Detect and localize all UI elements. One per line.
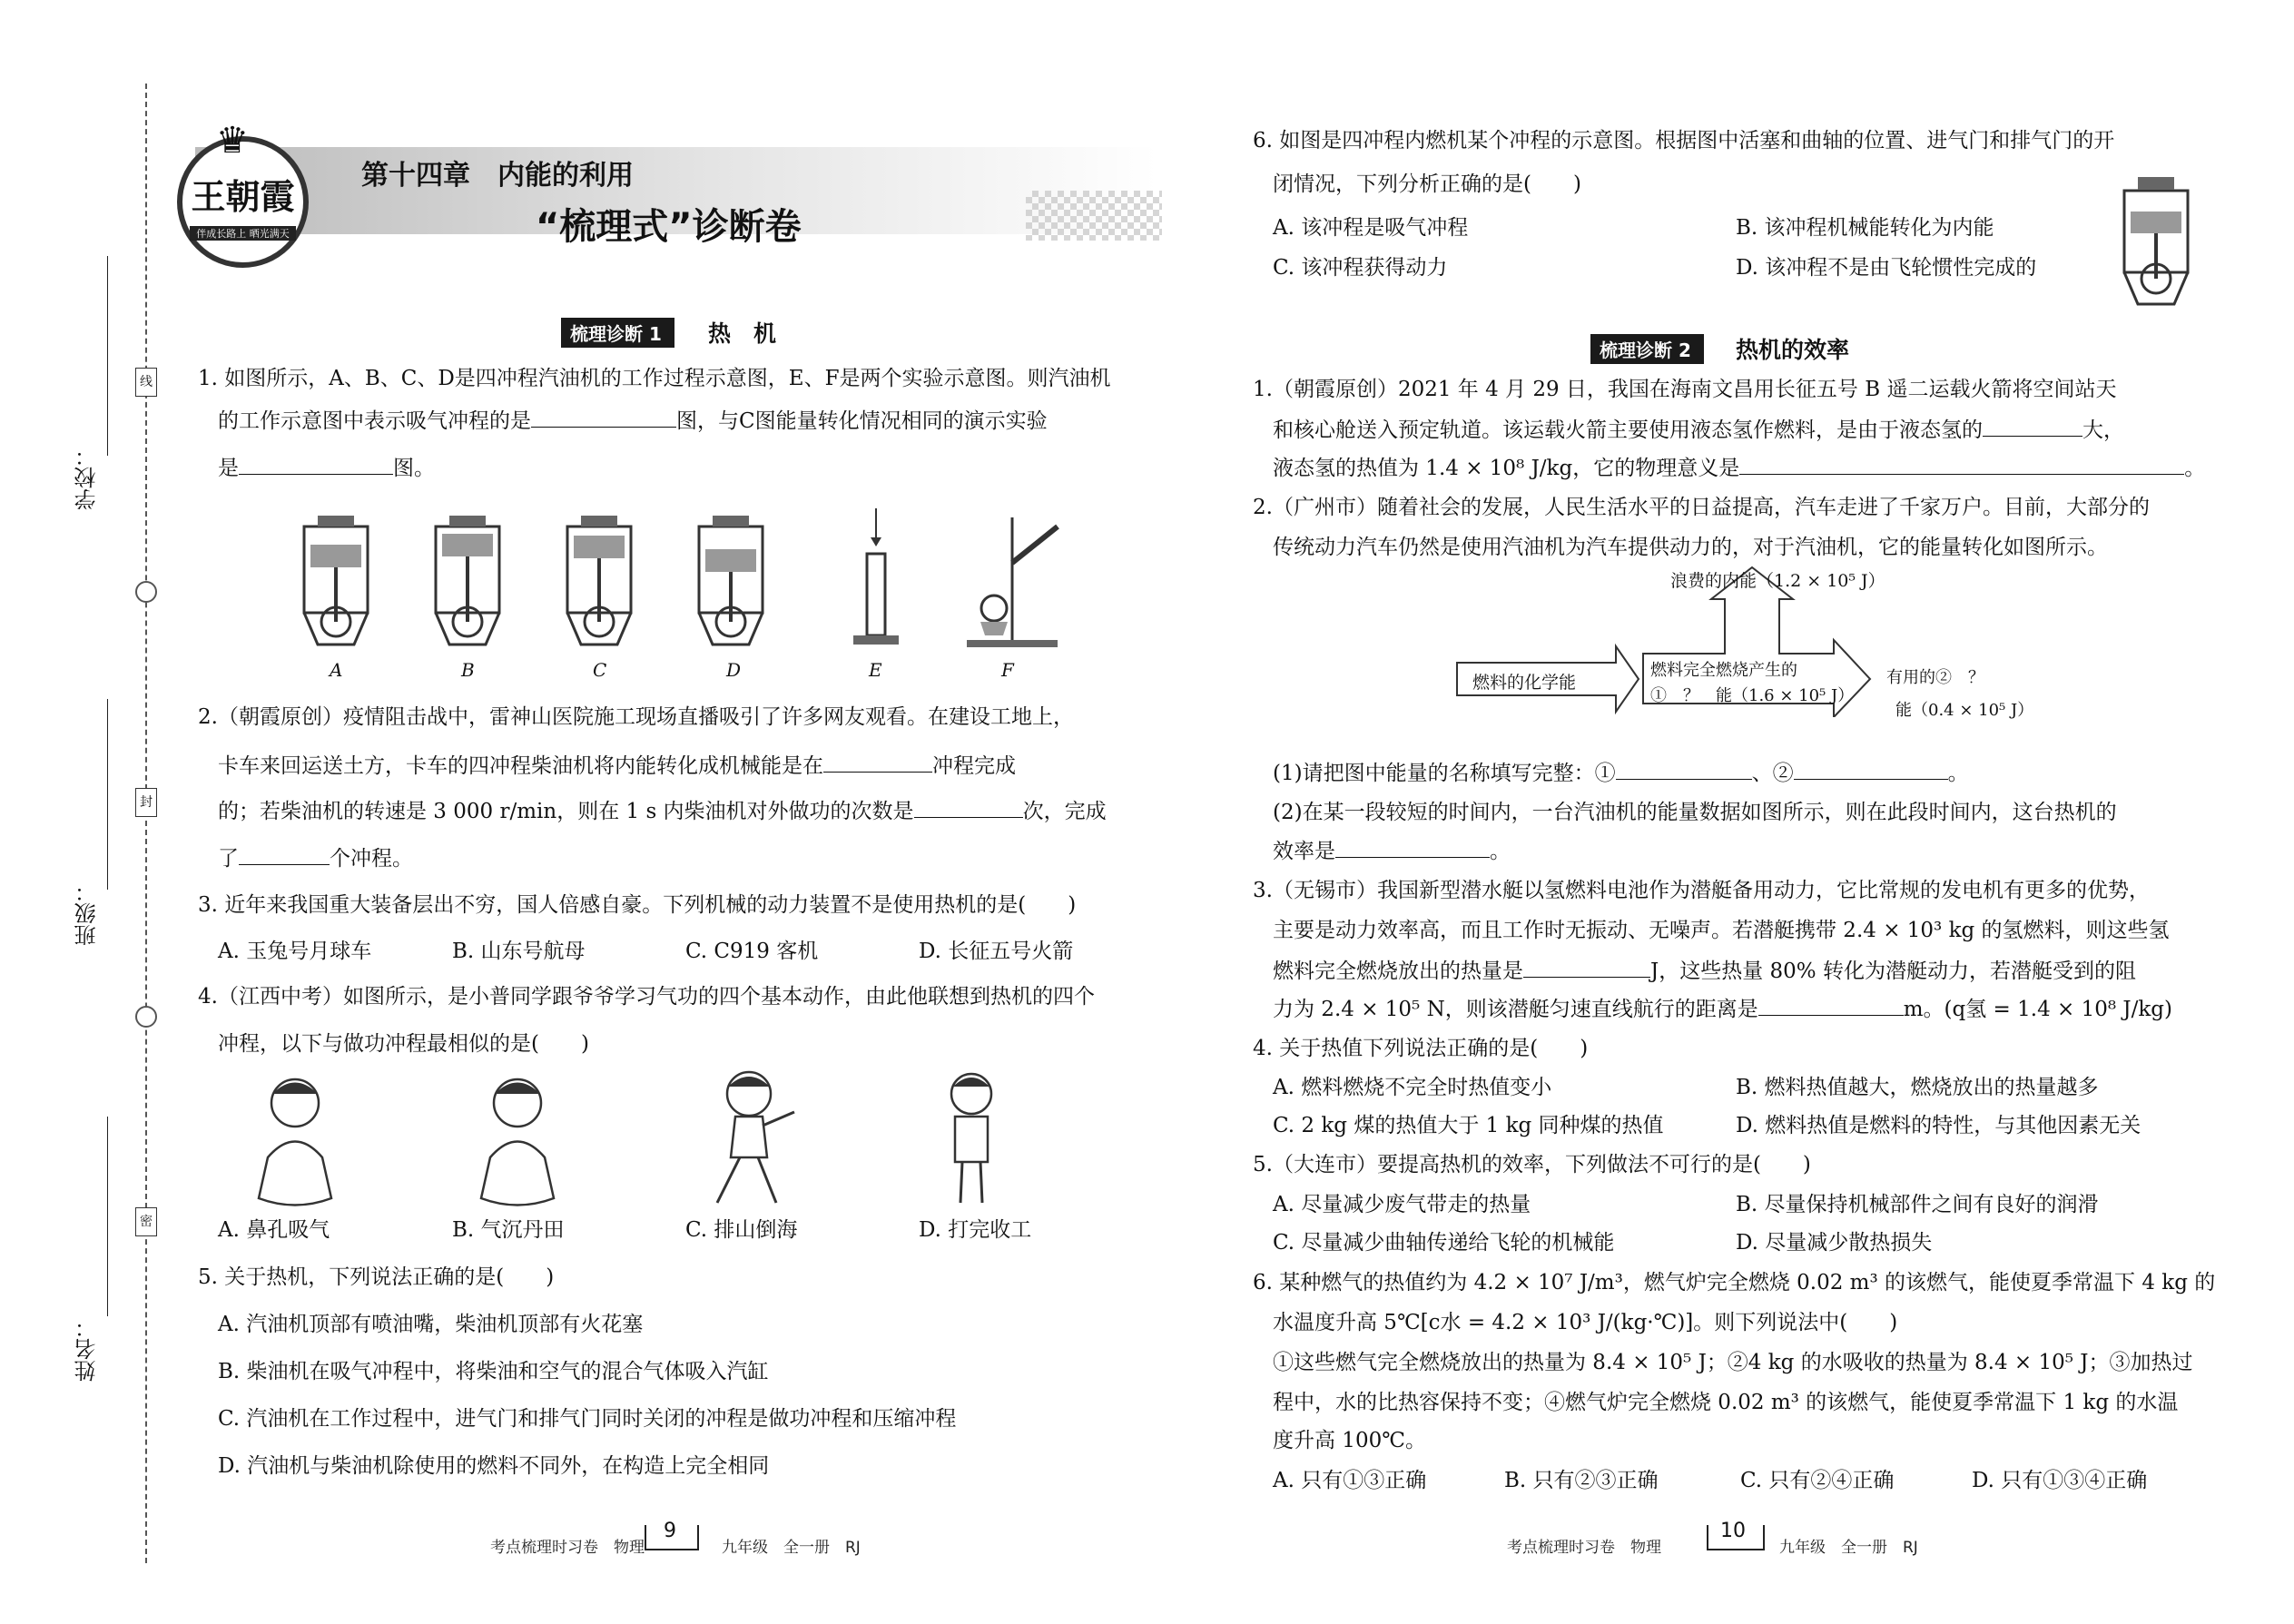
- option-b[interactable]: B. 柴油机在吸气冲程中，将柴油和空气的混合气体吸入汽缸: [218, 1360, 769, 1383]
- answer-blank[interactable]: [1794, 759, 1948, 780]
- school-field[interactable]: [107, 256, 108, 456]
- answer-blank[interactable]: [914, 797, 1023, 818]
- answer-blank[interactable]: [1739, 454, 2184, 475]
- question-text: 力为 2.4 × 10⁵ N，则该潜艇匀速直线航行的距离是: [1273, 998, 1758, 1021]
- question-line: [218, 752, 1016, 780]
- answer-blank[interactable]: [1758, 995, 1904, 1016]
- option-c[interactable]: C. 汽油机在工作过程中，进气门和排气门同时关闭的冲程是做功冲程和压缩冲程: [218, 1407, 957, 1431]
- question-text: 3.（无锡市）我国新型潜水艇以氢燃料电池作为潜艇备用动力，它比常规的发电机有更多的优势，: [1253, 879, 2150, 902]
- name-field[interactable]: [107, 1117, 108, 1316]
- question-text: 了: [218, 847, 239, 871]
- answer-blank[interactable]: [823, 752, 932, 773]
- question-text: 1.（朝霞原创）2021 年 4 月 29 日，我国在海南文昌用长征五号 B 遥二运载火箭将空间站天: [1253, 378, 2117, 401]
- logo: [177, 120, 309, 268]
- figure-label: D: [726, 659, 742, 681]
- engine-diagram-b: [436, 516, 499, 645]
- class-field[interactable]: [107, 699, 108, 890]
- option-a[interactable]: A. 该冲程是吸气冲程: [1273, 216, 1469, 240]
- diagram-combustion-line2: ① ？ 能（1.6 × 10⁵ J）: [1650, 686, 1855, 705]
- question-text: m。(q氢 = 1.4 × 10⁸ J/kg): [1903, 998, 2172, 1021]
- logo-crown-icon: ♛: [216, 120, 249, 162]
- binding-mark-seal: 封: [135, 788, 157, 817]
- question-text: 。: [1947, 762, 1969, 785]
- question-text: 冲程，以下与做功冲程最相似的是( ): [218, 1032, 589, 1056]
- qigong-figure-a: [259, 1079, 331, 1206]
- question-text: 。: [2184, 457, 2206, 480]
- engine-diagram-c: [567, 516, 631, 645]
- answer-blank[interactable]: [239, 844, 330, 865]
- question-text: 、②: [1751, 762, 1794, 785]
- question-text: 6. 某种燃气的热值约为 4.2 × 10⁷ J/m³，燃气炉完全燃烧 0.02 m³ 的该燃气，能使夏季常温下 4 kg 的: [1253, 1271, 2216, 1294]
- experiment-diagram-f: [967, 517, 1058, 647]
- answer-blank[interactable]: [531, 407, 676, 428]
- qigong-figures: [218, 1067, 1089, 1212]
- question-text: 大，: [2082, 418, 2124, 442]
- answer-blank[interactable]: [1523, 957, 1650, 978]
- question-line: [218, 844, 413, 872]
- option-d[interactable]: D. 燃料热值是燃料的特性，与其他因素无关: [1736, 1114, 2141, 1137]
- question-text: 是: [218, 457, 239, 480]
- option-a[interactable]: A. 鼻孔吸气: [218, 1218, 330, 1242]
- diagram-useful-line2: 能（0.4 × 10⁵ J）: [1895, 701, 2034, 720]
- question-text: 的；若柴油机的转速是 3 000 r/min，则在 1 s 内柴油机对外做功的次数是: [218, 800, 914, 823]
- question-text: 个冲程。: [330, 847, 413, 871]
- question-text: 2.（朝霞原创）疫情阻击战中，雷神山医院施工现场直播吸引了许多网友观看。在建设工地上，: [198, 705, 1074, 729]
- question-text: 图，与C图能量转化情况相同的演示实验: [676, 409, 1048, 433]
- option-b[interactable]: B. 该冲程机械能转化为内能: [1736, 216, 1994, 240]
- question-line: [218, 407, 1048, 435]
- question-line: [1273, 416, 2124, 444]
- option-a[interactable]: A. 只有①③正确: [1273, 1469, 1427, 1492]
- footer-series: 考点梳理时习卷 物理: [1507, 1539, 1661, 1557]
- qigong-figure-c: [717, 1072, 794, 1203]
- section-tag: 梳理诊断 1: [561, 318, 674, 348]
- question-text: 燃料完全燃烧放出的热量是: [1273, 960, 1523, 983]
- logo-tagline: 伴成长路上 晒光满天: [190, 226, 296, 241]
- logo-text: 王朝霞: [191, 176, 295, 217]
- option-d[interactable]: D. 只有①③④正确: [1972, 1469, 2148, 1492]
- binding-mark-line: 线: [135, 368, 157, 397]
- option-a[interactable]: A. 尽量减少废气带走的热量: [1273, 1193, 1531, 1216]
- figure-label: E: [869, 659, 882, 681]
- section-title: 热 机: [708, 320, 777, 347]
- question-text: 程中，水的比热容保持不变；④燃气炉完全燃烧 0.02 m³ 的该燃气，能使夏季常温下 1 kg 的水温: [1273, 1391, 2179, 1414]
- binding-mark-secret: 密: [135, 1207, 157, 1236]
- question-line: [1273, 837, 1511, 865]
- exam-title: “梳理式”诊断卷: [536, 206, 802, 248]
- experiment-diagram-e: [853, 508, 899, 645]
- question-text: ①这些燃气完全燃烧放出的热量为 8.4 × 10⁵ J；②4 kg 的水吸收的热量为 8.4 × 10⁵ J；③加热过: [1273, 1351, 2193, 1374]
- question-text: 6. 如图是四冲程内燃机某个冲程的示意图。根据图中活塞和曲轴的位置、进气门和排气门的开: [1253, 129, 2115, 153]
- question-text: 卡车来回运送土方，卡车的四冲程柴油机将内能转化成机械能是在: [218, 754, 823, 778]
- question-text: (2)在某一段较短的时间内，一台汽油机的能量数据如图所示，则在此段时间内，这台热机的: [1273, 801, 2117, 824]
- diagram-fuel-energy: 燃料的化学能: [1472, 673, 1577, 693]
- option-b[interactable]: B. 只有②③正确: [1504, 1469, 1659, 1492]
- figure-label: C: [593, 659, 607, 681]
- option-d[interactable]: D. 尽量减少散热损失: [1736, 1231, 1933, 1255]
- question-text: 效率是: [1273, 840, 1335, 863]
- figure-label: A: [330, 659, 343, 681]
- question-text: 4. 关于热值下列说法正确的是( ): [1253, 1037, 1589, 1060]
- footer-grade: 九年级 全一册 RJ: [722, 1539, 861, 1557]
- option-c[interactable]: C. 2 kg 煤的热值大于 1 kg 同种煤的热值: [1273, 1114, 1664, 1137]
- chapter-title: 第十四章 内能的利用: [361, 160, 634, 192]
- option-b[interactable]: B. 山东号航母: [452, 940, 586, 963]
- option-a[interactable]: A. 燃料燃烧不完全时热值变小: [1273, 1076, 1552, 1099]
- answer-blank[interactable]: [1335, 837, 1490, 858]
- question-text: 次，完成: [1022, 800, 1107, 823]
- question-text: 2.（广州市）随着社会的发展，人民生活水平的日益提高，汽车走进了千家万户。目前，大部分的: [1253, 496, 2150, 519]
- qigong-figure-d: [951, 1074, 991, 1203]
- option-d[interactable]: D. 汽油机与柴油机除使用的燃料不同外，在构造上完全相同: [218, 1454, 770, 1478]
- class-label: 班级：: [74, 881, 100, 946]
- question-text: 4.（江西中考）如图所示，是小普同学跟爷爷学习气功的四个基本动作，由此他联想到热机的四个: [198, 985, 1095, 1009]
- diagram-combustion-line1: 燃料完全燃烧产生的: [1650, 661, 1797, 680]
- question-text: 5.（大连市）要提高热机的效率，下列做法不可行的是( ): [1253, 1153, 1811, 1176]
- section-tag: 梳理诊断 2: [1590, 334, 1704, 364]
- option-c[interactable]: C. 该冲程获得动力: [1273, 256, 1448, 280]
- question-text: 传统动力汽车仍然是使用汽油机为汽车提供动力的，对于汽油机，它的能量转化如图所示。: [1273, 536, 2108, 559]
- question-text: 图。: [393, 457, 435, 480]
- option-d[interactable]: D. 该冲程不是由飞轮惯性完成的: [1736, 256, 2037, 280]
- engine-diagram-a: [304, 516, 368, 645]
- binding-hole-icon: [135, 581, 157, 603]
- question-text: 冲程完成: [932, 754, 1016, 778]
- question-text: 。: [1490, 840, 1511, 863]
- answer-blank[interactable]: [1616, 759, 1752, 780]
- option-c[interactable]: C. C919 客机: [685, 940, 819, 963]
- question-text: 度升高 100℃。: [1273, 1429, 1426, 1452]
- option-d[interactable]: D. 长征五号火箭: [919, 940, 1074, 963]
- option-a[interactable]: A. 玉兔号月球车: [218, 940, 372, 963]
- option-c[interactable]: C. 尽量减少曲轴传递给飞轮的机械能: [1273, 1231, 1615, 1255]
- option-b[interactable]: B. 尽量保持机械部件之间有良好的润滑: [1736, 1193, 2099, 1216]
- question-text: 水温度升高 5℃[c水 = 4.2 × 10³ J/(kg·℃)]。则下列说法中( ): [1273, 1311, 1898, 1334]
- question-text: 和核心舱送入预定轨道。该运载火箭主要使用液态氢作燃料，是由于液态氢的: [1273, 418, 1983, 442]
- figure-label: F: [1001, 659, 1014, 681]
- option-d[interactable]: D. 打完收工: [919, 1218, 1032, 1242]
- question-line: [218, 797, 1107, 825]
- option-b[interactable]: B. 气沉丹田: [452, 1218, 565, 1242]
- question-text: 3. 近年来我国重大装备层出不穷，国人倍感自豪。下列机械的动力装置不是使用热机的是( ): [198, 893, 1077, 917]
- footer-grade: 九年级 全一册 RJ: [1779, 1539, 1918, 1557]
- question-text: (1)请把图中能量的名称填写完整：①: [1273, 762, 1616, 785]
- engine-figures: [272, 508, 1089, 654]
- option-c[interactable]: C. 排山倒海: [685, 1218, 798, 1242]
- option-b[interactable]: B. 燃料热值越大，燃烧放出的热量越多: [1736, 1076, 2099, 1099]
- engine-diagram-q6: [2106, 168, 2206, 313]
- question-line: [1273, 957, 2136, 985]
- question-line: [1273, 759, 1969, 787]
- section-title: 热机的效率: [1736, 337, 1850, 363]
- question-text: 主要是动力效率高，而且工作时无振动、无噪声。若潜艇携带 2.4 × 10³ kg 的氢燃料，则这些氢: [1273, 919, 2170, 942]
- answer-blank[interactable]: [239, 454, 393, 475]
- engine-diagram-d: [699, 516, 763, 645]
- question-text: 1. 如图所示，A、B、C、D是四冲程汽油机的工作过程示意图，E、F是两个实验示意图。则汽油机: [198, 367, 1111, 390]
- question-line: [1273, 454, 2205, 482]
- question-line: [1273, 995, 2172, 1023]
- option-c[interactable]: C. 只有②④正确: [1740, 1469, 1895, 1492]
- option-a[interactable]: A. 汽油机顶部有喷油嘴，柴油机顶部有火花塞: [218, 1313, 644, 1336]
- answer-blank[interactable]: [1983, 416, 2082, 437]
- binding-hole-icon: [135, 1006, 157, 1028]
- page-number: 9: [664, 1520, 676, 1542]
- question-text: 闭情况，下列分析正确的是( ): [1273, 172, 1581, 196]
- school-label: 学校：: [74, 445, 100, 510]
- figure-label: B: [461, 659, 475, 681]
- name-label: 姓名：: [74, 1316, 100, 1382]
- question-text: J，这些热量 80% 转化为潜艇动力，若潜艇受到的阻: [1650, 960, 2136, 983]
- diagram-wasted-energy: 浪费的内能（1.2 × 10⁵ J）: [1670, 571, 1885, 591]
- question-text: 5. 关于热机，下列说法正确的是( ): [198, 1265, 555, 1289]
- diagram-useful-line1: 有用的② ？: [1886, 668, 1984, 687]
- qigong-figure-b: [481, 1079, 554, 1206]
- question-text: 的工作示意图中表示吸气冲程的是: [218, 409, 531, 433]
- page-number: 10: [1720, 1520, 1746, 1542]
- footer-series: 考点梳理时习卷 物理: [490, 1539, 645, 1557]
- question-text: 液态氢的热值为 1.4 × 10⁸ J/kg，它的物理意义是: [1273, 457, 1740, 480]
- header-checker-decoration: [1026, 191, 1162, 241]
- binding-dashed-line: [145, 84, 147, 1563]
- question-line: [218, 454, 435, 482]
